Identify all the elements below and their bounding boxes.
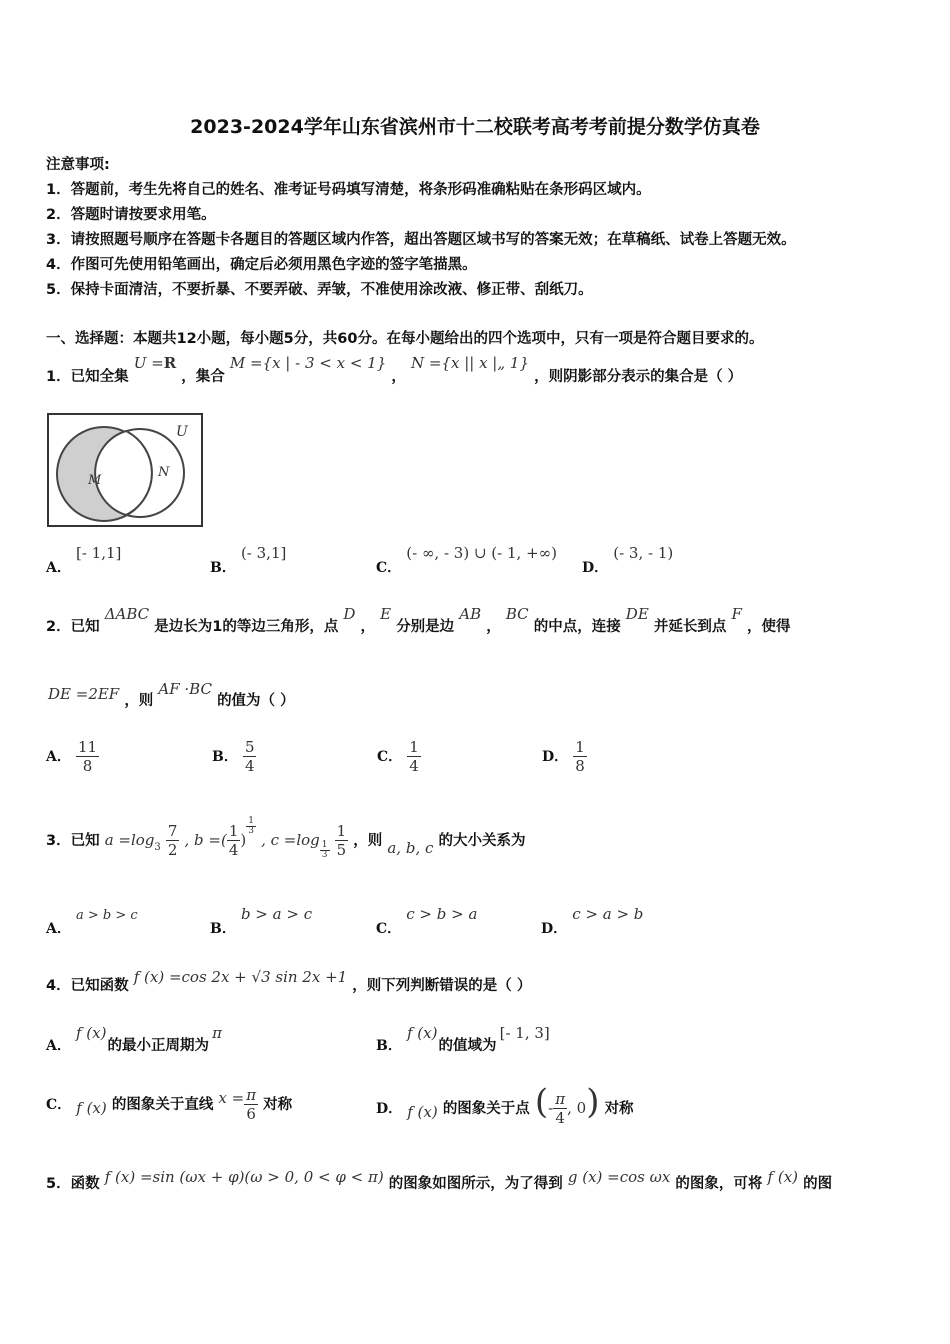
venn-label-u: U	[176, 424, 188, 440]
q1-option-a[interactable]: A． [- 1,1]	[46, 544, 122, 576]
question-4: 4．已知函数 f (x) =cos 2x + √3 sin 2x +1 ，则下列判断错误的是（ ）	[46, 968, 532, 994]
q3-option-a[interactable]: A． a > b > c	[46, 908, 138, 937]
q4-function: f (x) =cos 2x + √3 sin 2x +1	[133, 968, 348, 986]
q1-option-d[interactable]: D． (- 3, - 1)	[582, 544, 674, 576]
q1-set-n: N ={x || x |„ 1}	[410, 354, 529, 372]
q4-option-c[interactable]: C． f (x) 的图象关于直线 x = $\frac{\pi}{6}$ 对称	[46, 1086, 293, 1123]
q3-option-d[interactable]: D． c > a > b	[541, 905, 644, 937]
q1-option-c[interactable]: C． (- ∞, - 3) ∪ (- 1, +∞)	[376, 544, 557, 576]
note-item: 4．作图可先使用铅笔画出，确定后必须用黑色字迹的签字笔描黑。	[46, 257, 477, 273]
venn-diagram	[46, 412, 204, 528]
section-heading: 一、选择题：本题共12小题，每小题5分，共60分。在每小题给出的四个选项中，只有一项是符合题目要求的。	[46, 331, 764, 347]
q3-option-b[interactable]: B． b > a > c	[210, 905, 313, 937]
q1-option-b[interactable]: B． (- 3,1]	[210, 544, 287, 576]
question-2: 2．已知 ΔABC 是边长为1的等边三角形，点 D ， E 分别是边 AB ， BC 的中点，连接 DE 并延长到点 F ，使得	[46, 605, 791, 635]
venn-label-m: M	[88, 473, 102, 488]
q3-option-c[interactable]: C． c > b > a	[376, 905, 478, 937]
question-2-cont: DE =2EF ，则 AF ·BC 的值为（ ）	[48, 680, 295, 709]
q4-option-b[interactable]: B． f (x) 的值域为 [- 1, 3]	[376, 1024, 550, 1054]
q1-pre: 1．已知全集	[46, 369, 129, 385]
q4-option-a[interactable]: A． f (x) 的最小正周期为 π	[46, 1024, 222, 1054]
q4-option-d[interactable]: D． f (x) 的图象关于点 (- $\frac{\pi}{4}$ , 0) 对称	[376, 1082, 634, 1127]
q1-universal-set: U =R	[133, 354, 177, 372]
question-3: 3．已知 $a =\log_3$ $\frac{7}{2}$ , b =( $\frac{1}{4}$ ) $\frac{1}{3}$ , c =log $\frac{1}{3}$ $\frac{1}{5}$ ，则 a, b, c 的大小关系为	[46, 816, 526, 860]
q1-set-m: M ={x | - 3 < x < 1}	[229, 354, 387, 372]
note-item: 2．答题时请按要求用笔。	[46, 207, 216, 223]
q2-option-c[interactable]: C． $\frac{1}{4}$	[377, 738, 419, 775]
page-title: 2023-2024学年山东省滨州市十二校联考高考考前提分数学仿真卷	[190, 116, 760, 138]
note-item: 5．保持卡面清洁，不要折暴、不要弄破、弄皱，不准使用涂改液、修正带、刮纸刀。	[46, 282, 593, 298]
q5-function: f (x) =sin (ωx + φ)(ω > 0, 0 < φ < π)	[104, 1168, 384, 1186]
venn-label-n: N	[158, 465, 170, 480]
q1-comma: ，	[391, 369, 406, 385]
q2-option-b[interactable]: B． $\frac{5}{4}$	[212, 738, 255, 775]
q1-mid: ，集合	[181, 369, 225, 385]
notes-heading: 注意事项:	[46, 157, 110, 173]
q2-option-a[interactable]: A． $\frac{11}{8}$	[46, 738, 98, 775]
note-item: 1．答题前，考生先将自己的姓名、准考证号码填写清楚，将条形码准确粘贴在条形码区域内。	[46, 182, 651, 198]
question-5: 5．函数 f (x) =sin (ωx + φ)(ω > 0, 0 < φ < π) 的图象如图所示，为了得到 g (x) =cos ωx 的图象，可将 f (x) 的图	[46, 1168, 833, 1192]
q2-dot-product: AF ·BC	[158, 680, 212, 698]
q2-triangle: ΔABC	[104, 605, 150, 623]
question-1	[46, 352, 743, 385]
note-item: 3．请按照题号顺序在答题卡各题目的答题区域内作答，超出答题区域书写的答案无效；在草稿纸、试卷上答题无效。	[46, 232, 796, 248]
q1-post: ，则阴影部分表示的集合是（ ）	[534, 369, 743, 385]
q2-option-d[interactable]: D． $\frac{1}{8}$	[542, 738, 585, 775]
